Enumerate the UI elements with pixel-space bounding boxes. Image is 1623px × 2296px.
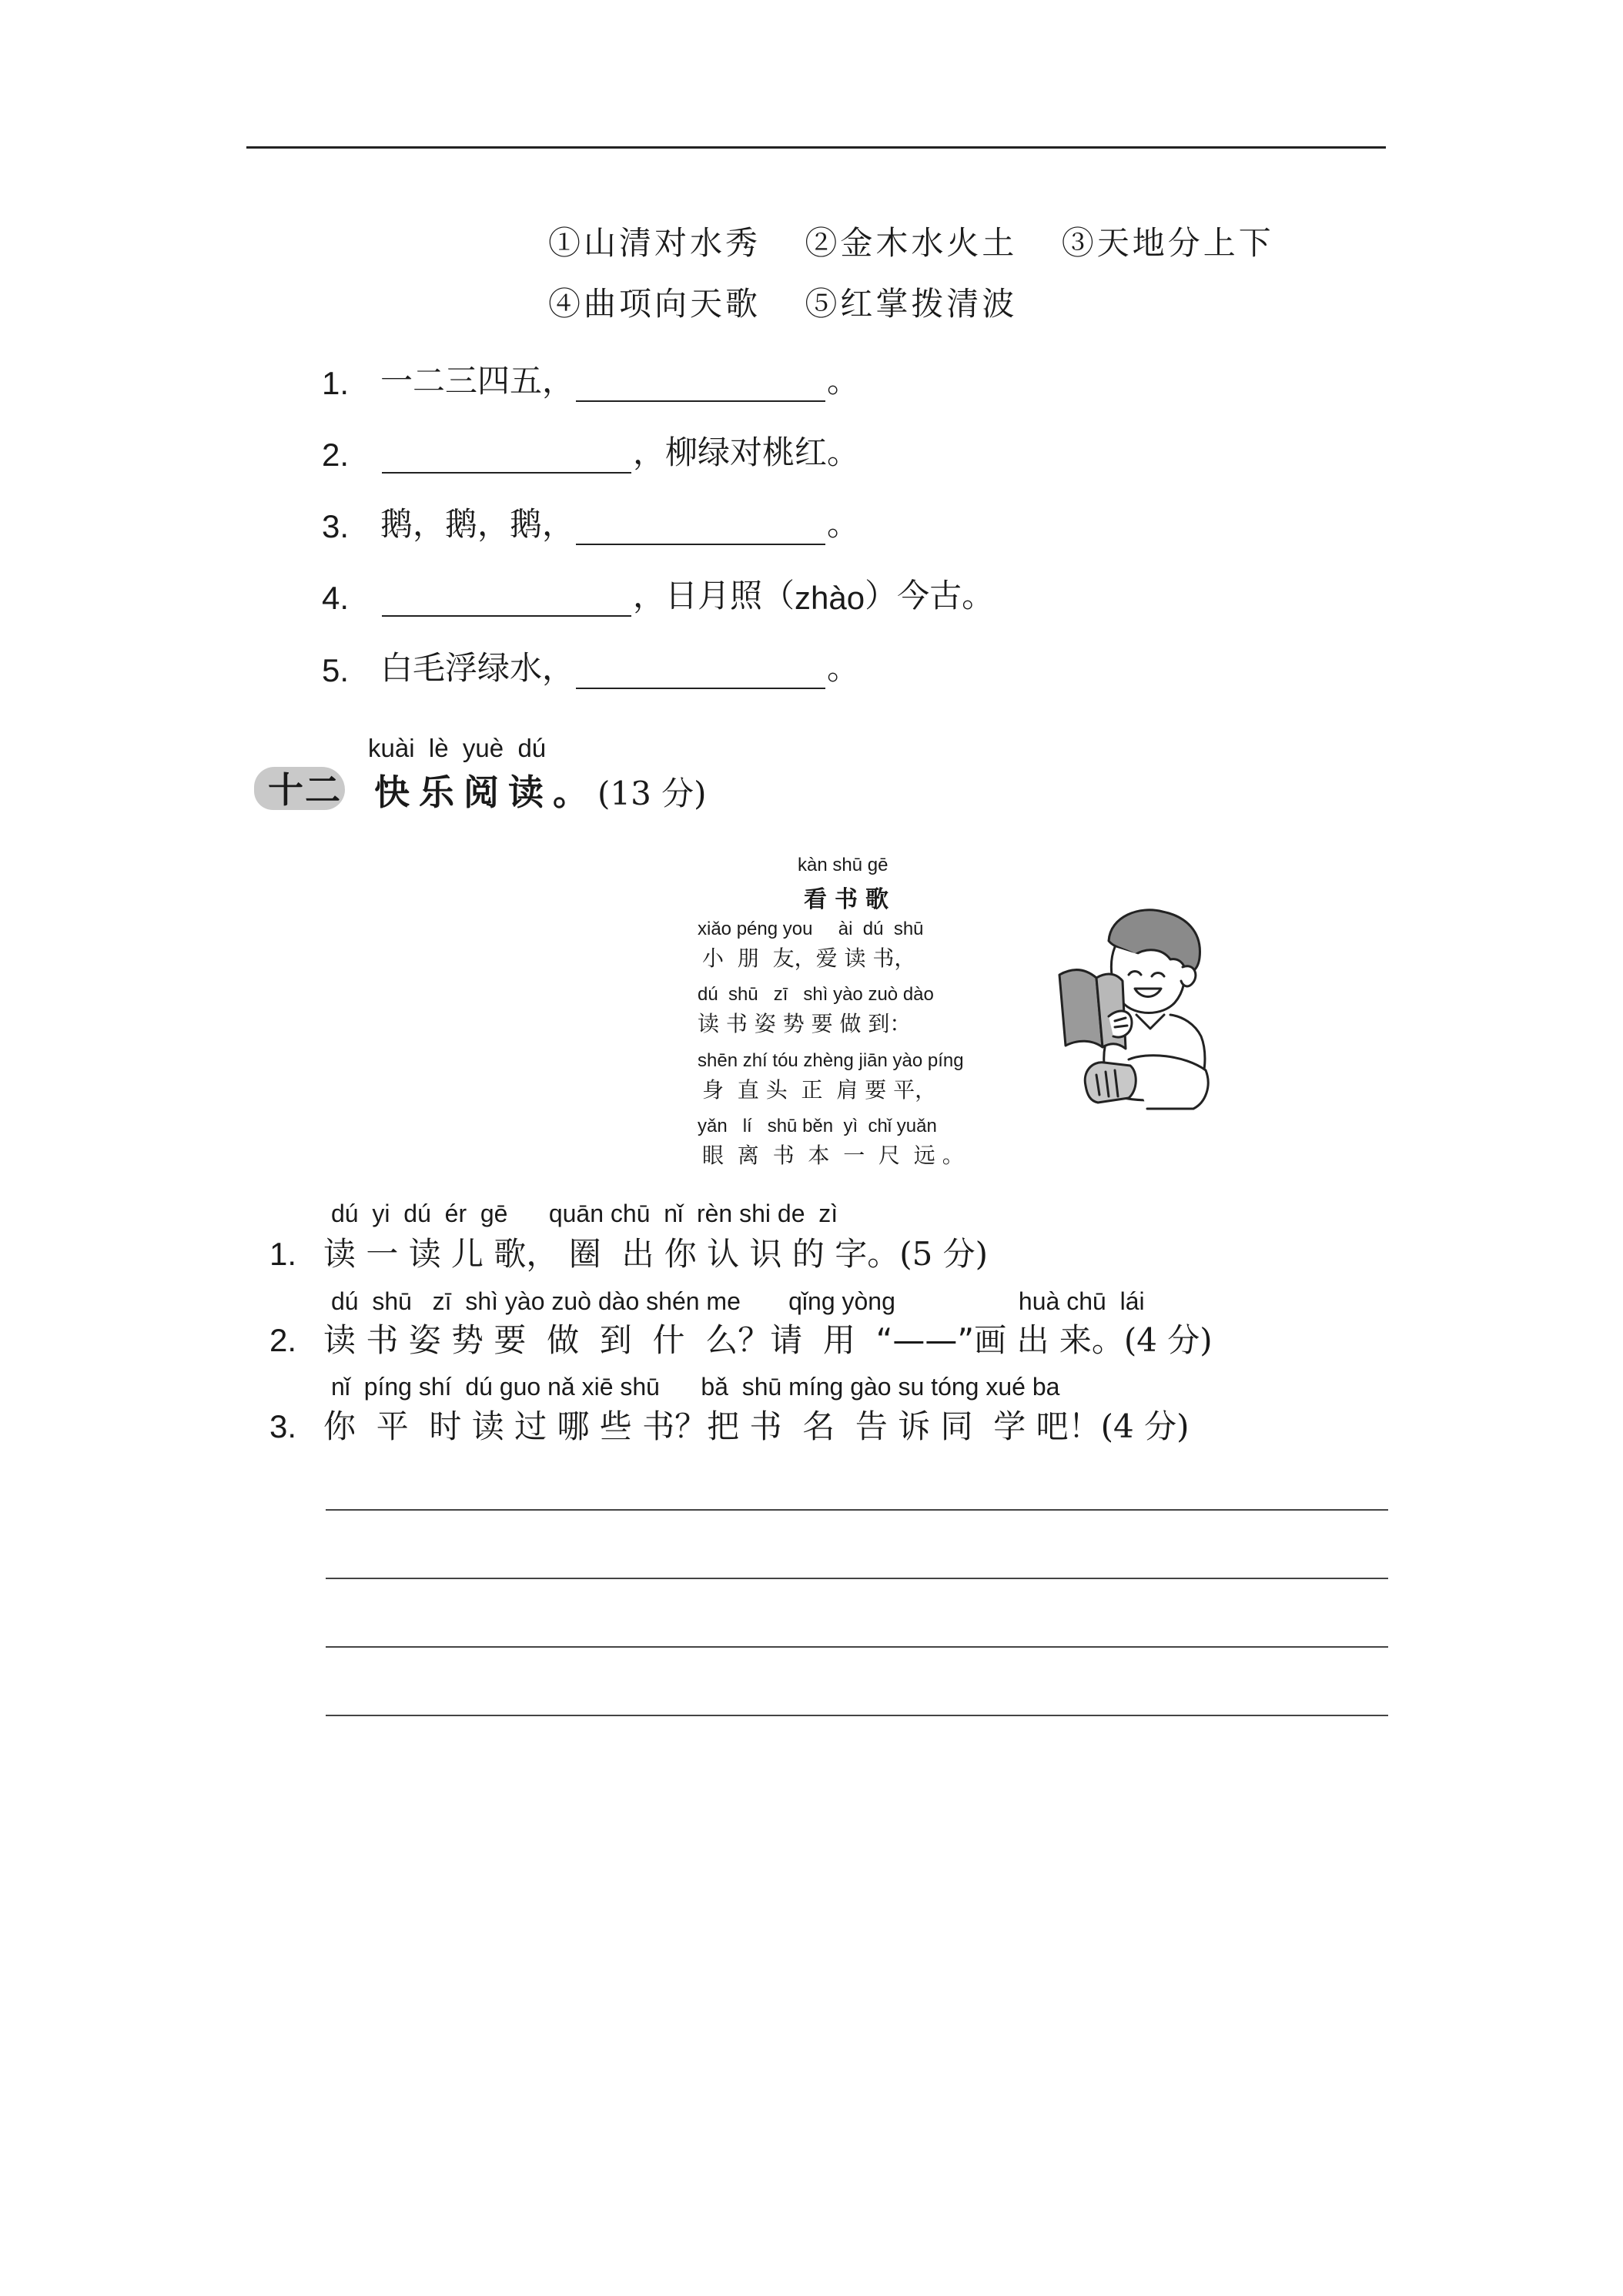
answer-line-1[interactable] <box>326 1509 1388 1511</box>
answer-line-4[interactable] <box>326 1715 1388 1716</box>
poem-line-2-pinyin: dú shū zī shì yào zuò dào <box>698 984 934 1005</box>
poem-line-1-pinyin: xiǎo péng you ài dú shū <box>698 919 924 939</box>
option-1: ①山清对水秀 <box>548 224 761 262</box>
option-2: ②金木水火土 <box>805 224 1018 262</box>
section-number: 十二 <box>268 769 342 811</box>
question-1-pinyin: dú yi dú ér gē quān chū nǐ rèn shi de zì <box>331 1200 838 1227</box>
fill-item-2: 2. ，柳绿对桃红。 <box>322 433 860 473</box>
poem-line-3: 身 直 头 正 肩 要 平， <box>702 1077 937 1103</box>
option-5: ⑤红掌拨清波 <box>805 285 1018 323</box>
fill-item-4: 4. ，日月照（ zhào ）今古。 <box>322 577 995 616</box>
section-pinyin: kuài lè yuè dú <box>368 734 547 762</box>
section-number-badge <box>254 762 346 815</box>
answer-blank-4[interactable] <box>382 584 631 617</box>
answer-blank-5[interactable] <box>576 657 825 689</box>
answer-blank-2[interactable] <box>382 441 631 474</box>
poem-line-4-pinyin: yǎn lí shū běn yì chǐ yuǎn <box>698 1116 937 1136</box>
option-4: ④曲项向天歌 <box>548 285 761 323</box>
answer-blank-3[interactable] <box>576 513 825 545</box>
fill-item-5: 5. 白毛浮绿水， 。 <box>322 649 860 688</box>
options-row-2 <box>548 279 1017 325</box>
question-3-pinyin: nǐ píng shí dú guo nǎ xiē shū bǎ shū míng gào su tóng xué ba <box>331 1373 1060 1401</box>
poem-line-3-pinyin: shēn zhí tóu zhèng jiān yào píng <box>698 1050 964 1071</box>
answer-blank-1[interactable] <box>576 370 825 402</box>
question-3: 3. 你 平 时 读 过 哪 些 书？把 书 名 告 诉 同 学 吧！(4 分) <box>269 1407 1190 1445</box>
poem-line-4: 眼 离 书 本 一 尺 远 。 <box>702 1143 964 1168</box>
options-row-1 <box>548 218 1274 264</box>
poem-title-pinyin: kàn shū gē <box>798 855 888 875</box>
question-1: 1. 读 一 读 儿 歌， 圈 出 你 认 识 的 字。(5 分) <box>269 1235 989 1273</box>
section-score: (13 分) <box>597 775 707 812</box>
section-title: 快乐阅读。(13 分) <box>374 771 707 813</box>
poem-line-2: 读 书 姿 势 要 做 到： <box>698 1011 912 1036</box>
question-2-pinyin: dú shū zī shì yào zuò dào shén me qǐng yòng huà chū lái <box>331 1287 1145 1315</box>
poem-line-1: 小 朋 友，爱 读 书， <box>702 946 916 971</box>
question-2: 2. 读 书 姿 势 要 做 到 什 么？请 用 “——”画 出 来。(4 分) <box>269 1321 1213 1359</box>
answer-line-3[interactable] <box>326 1646 1388 1648</box>
boy-reading-illustration <box>1055 901 1233 1124</box>
poem-title: 看书歌 <box>804 886 896 913</box>
fill-item-3: 3. 鹅，鹅，鹅， 。 <box>322 505 860 544</box>
fill-item-1: 1. 一二三四五， 。 <box>322 362 860 401</box>
answer-line-2[interactable] <box>326 1578 1388 1579</box>
top-rule <box>246 146 1386 149</box>
option-3: ③天地分上下 <box>1061 224 1274 262</box>
